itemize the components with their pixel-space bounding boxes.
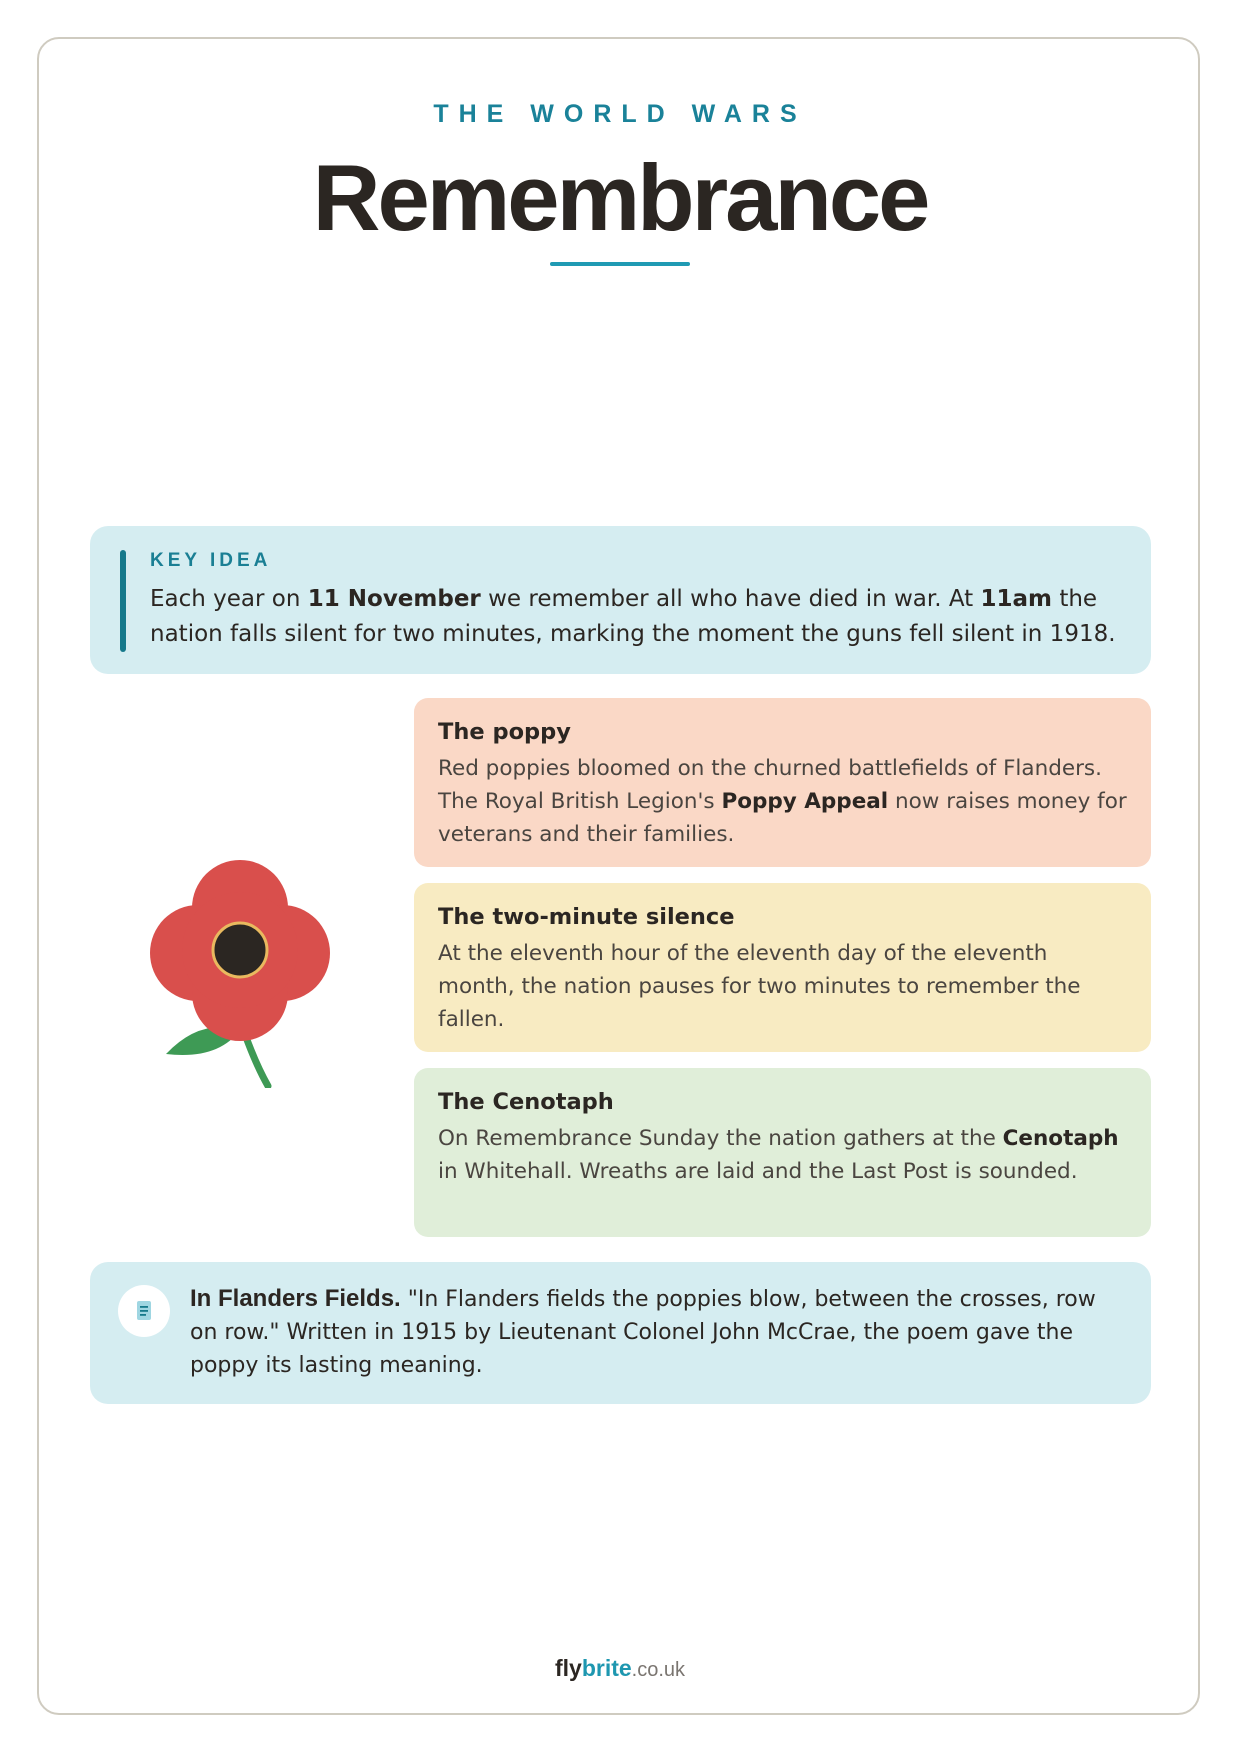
key-date: 11 November (307, 586, 481, 612)
note-lead: In Flanders Fields. (190, 1285, 401, 1312)
key-idea-text: Each year on 11 November we remember all who have died in war. At 11am the nation falls silent for two minutes, marking the moment the guns fell silent in 1918. (150, 586, 1116, 647)
key-time: 11am (980, 586, 1053, 612)
card-poppy-title: The poppy (438, 719, 571, 745)
note-box (90, 1262, 1151, 1404)
card-two-minute-silence (414, 883, 1151, 1052)
card-silence-title: The two-minute silence (438, 904, 735, 930)
card-poppy-text: Red poppies bloomed on the churned battlefields of Flanders. The Royal British Legion's Poppy Appeal now raises money for veterans and their families. (438, 756, 1127, 847)
page-title: Remembrance (312, 145, 928, 250)
card-cenotaph (414, 1068, 1151, 1237)
poppy-centre (213, 923, 267, 977)
footer-brand: flybrite.co.uk (554, 1655, 686, 1681)
section-eyebrow: THE WORLD WARS (433, 100, 807, 128)
poppy-appeal: Poppy Appeal (721, 789, 889, 814)
poppy-flower-icon (150, 860, 330, 1041)
card-cenotaph-text: On Remembrance Sunday the nation gathers at the Cenotaph in Whitehall. Wreaths are laid and the Last Post is sounded. (438, 1126, 1119, 1184)
title-underline (550, 262, 690, 266)
key-idea-accent-bar (120, 550, 126, 652)
cenotaph-name: Cenotaph (1002, 1126, 1119, 1151)
card-silence-text: At the eleventh hour of the eleventh day of the eleventh month, the nation pauses for two minutes to remember the fallen. (438, 941, 1081, 1032)
poppy-illustration (140, 848, 340, 1088)
card-cenotaph-title: The Cenotaph (438, 1089, 614, 1115)
key-idea-label: KEY IDEA (150, 550, 272, 571)
document-icon (118, 1285, 170, 1337)
key-idea-box (90, 526, 1151, 674)
note-icon-circle (118, 1285, 170, 1337)
card-poppy (414, 698, 1151, 867)
note-text: In Flanders Fields. "In Flanders fields the poppies blow, between the crosses, row on row." Written in 1915 by Lieutenant Colonel John McCrae, the poem gave the poppy its lasting meaning. (190, 1285, 1096, 1378)
